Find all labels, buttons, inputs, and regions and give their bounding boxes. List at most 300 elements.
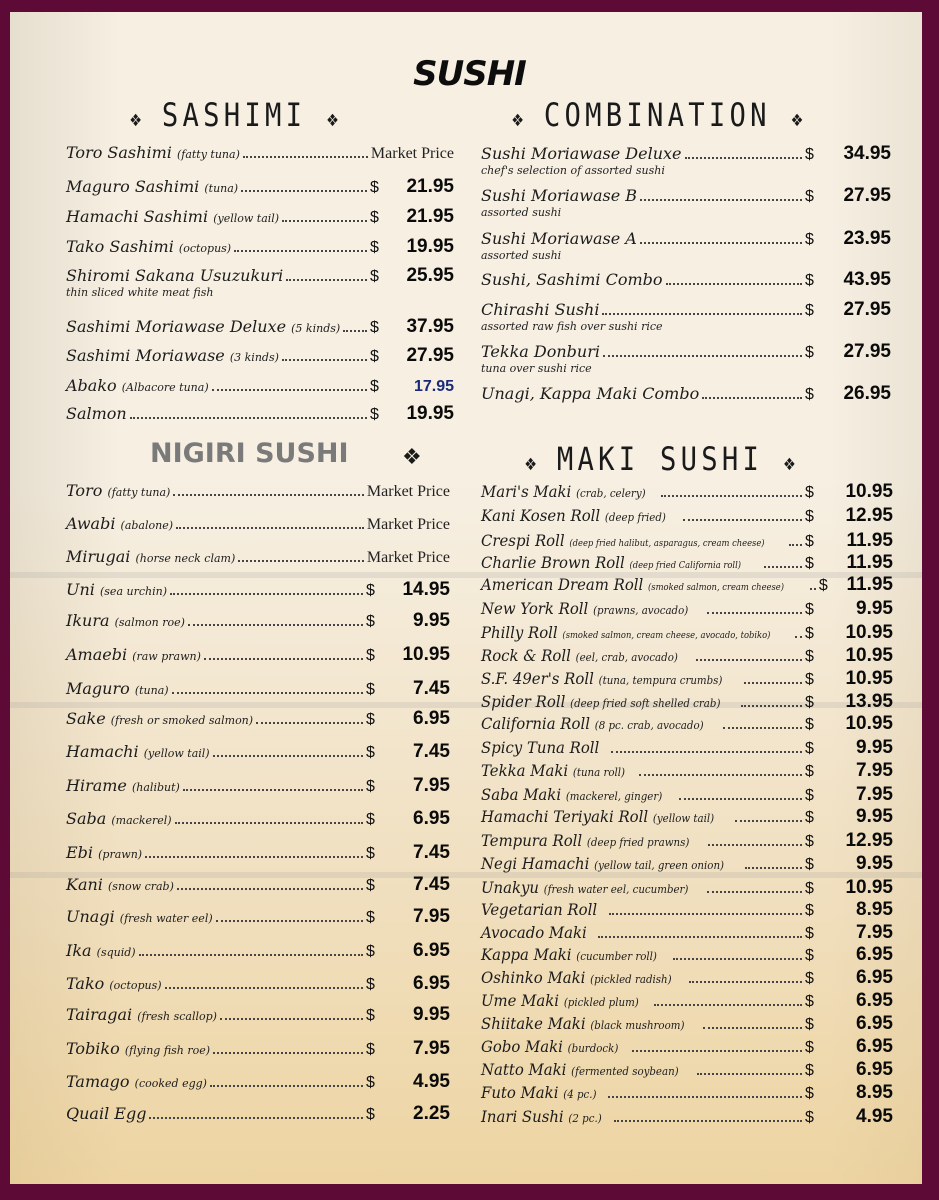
item-name-text: Toro Sashimi xyxy=(66,143,172,162)
item-name-text: Tekka Donburi xyxy=(481,342,600,361)
item-price: 7.95 xyxy=(413,775,450,796)
dot-leader xyxy=(149,1117,363,1119)
item-name-text: Chirashi Sushi xyxy=(481,300,600,319)
item-description: chef's selection of assorted sushi xyxy=(481,164,665,177)
item-name-text: Hirame xyxy=(66,776,127,795)
item-note: (salmon roe) xyxy=(114,616,185,629)
item-name xyxy=(66,679,169,698)
dot-leader xyxy=(216,920,363,922)
item-price: 8.95 xyxy=(856,899,893,920)
item-name-text: Sushi Moriawase Deluxe xyxy=(481,144,682,163)
item-name-text: Spider Roll xyxy=(481,692,566,711)
menu-item xyxy=(481,269,891,291)
dot-leader xyxy=(188,624,363,626)
dot-leader xyxy=(603,355,802,357)
item-price: Market Price xyxy=(366,483,450,500)
menu-item xyxy=(66,206,454,228)
menu-item xyxy=(66,842,450,864)
item-note: (smoked salmon, cream cheese, avocado, tobiko) xyxy=(562,631,771,641)
dot-leader xyxy=(234,250,367,252)
menu-item xyxy=(481,1036,893,1058)
item-note: (deep fried soft shelled crab) xyxy=(570,697,721,710)
item-name-text: American Dream Roll xyxy=(481,575,644,594)
currency-sign: $ xyxy=(805,856,814,873)
item-note: (3 kinds) xyxy=(229,351,279,364)
dot-leader xyxy=(286,279,367,281)
dot-leader xyxy=(611,751,802,753)
item-note: (mackerel, ginger) xyxy=(565,790,663,803)
item-name-text: Mirugai xyxy=(66,547,131,566)
item-name xyxy=(481,854,724,873)
item-name-text: Shiromi Sakana Usuzukuri xyxy=(66,266,284,285)
diamond-icon: ❖ xyxy=(783,451,796,476)
item-name-text: S.F. 49er's Roll xyxy=(481,669,594,688)
menu-item xyxy=(481,574,893,596)
menu-item xyxy=(66,176,454,198)
item-note: (pickled plum) xyxy=(563,996,639,1009)
currency-sign: $ xyxy=(805,716,814,733)
dot-leader xyxy=(130,417,367,419)
menu-item xyxy=(481,784,893,806)
dot-leader xyxy=(176,527,364,529)
menu-item xyxy=(66,403,454,425)
item-price: 10.95 xyxy=(845,713,893,734)
item-note: (deep fried) xyxy=(604,511,666,524)
item-note: (yellow tail) xyxy=(213,212,280,225)
item-note: (fresh water eel) xyxy=(119,912,213,925)
menu-item xyxy=(481,967,893,989)
currency-sign: $ xyxy=(805,601,814,618)
item-name-text: Quail Egg xyxy=(66,1104,147,1123)
dot-leader xyxy=(213,755,363,757)
item-note: (octopus) xyxy=(178,242,232,255)
item-name-text: Tairagai xyxy=(66,1005,133,1024)
menu-item xyxy=(66,579,450,601)
currency-sign: $ xyxy=(805,671,814,688)
currency-sign: $ xyxy=(805,947,814,964)
item-name-text: Mari's Maki xyxy=(481,482,572,501)
item-note: (deep fried California roll) xyxy=(629,561,742,571)
currency-sign: $ xyxy=(370,348,379,365)
item-note: (squid) xyxy=(96,946,136,959)
item-name xyxy=(481,553,741,572)
currency-sign: $ xyxy=(805,484,814,501)
item-price: 12.95 xyxy=(845,505,893,526)
item-name xyxy=(481,878,688,897)
item-price: 7.95 xyxy=(413,1038,450,1059)
item-price: Market Price xyxy=(366,516,450,533)
item-description: assorted sushi xyxy=(481,249,562,262)
section-title: COMBINATION xyxy=(543,96,771,134)
item-note: (halibut) xyxy=(132,781,180,794)
menu-item xyxy=(66,1103,450,1125)
item-name-text: Hamachi Teriyaki Roll xyxy=(481,807,649,826)
item-price: 7.45 xyxy=(413,874,450,895)
item-note: (tuna) xyxy=(134,684,169,697)
dot-leader xyxy=(282,359,367,361)
item-name xyxy=(66,177,238,196)
item-name-text: Uni xyxy=(66,580,95,599)
item-price: 9.95 xyxy=(856,853,893,874)
currency-sign: $ xyxy=(370,378,379,395)
item-name-text: Kani xyxy=(66,875,103,894)
item-name xyxy=(66,776,180,795)
currency-sign: $ xyxy=(370,179,379,196)
item-price: 7.45 xyxy=(413,678,450,699)
dot-leader xyxy=(741,705,802,707)
currency-sign: $ xyxy=(805,880,814,897)
diamond-icon: ❖ xyxy=(130,107,142,132)
item-name xyxy=(66,875,174,894)
item-note: (flying fish roe) xyxy=(124,1044,211,1057)
item-price: 7.45 xyxy=(413,842,450,863)
item-note: (raw prawn) xyxy=(132,650,201,663)
item-name-text: Abako xyxy=(66,376,117,395)
item-name xyxy=(66,580,167,599)
menu-item xyxy=(66,547,450,567)
diamond-icon: ❖ xyxy=(791,107,803,132)
item-name xyxy=(66,266,283,285)
section-header-maki xyxy=(525,440,795,478)
item-name xyxy=(66,1072,207,1091)
currency-sign: $ xyxy=(805,763,814,780)
item-note: (5 kinds) xyxy=(291,322,341,335)
dot-leader xyxy=(213,1052,363,1054)
dot-leader xyxy=(654,1004,802,1006)
item-note: (tuna) xyxy=(204,182,239,195)
menu-item xyxy=(481,299,891,321)
item-note: (eel, crab, avocado) xyxy=(575,651,678,664)
currency-sign: $ xyxy=(805,648,814,665)
item-name xyxy=(66,1005,217,1024)
currency-sign: $ xyxy=(805,302,814,319)
item-description: assorted sushi xyxy=(481,206,562,219)
currency-sign: $ xyxy=(366,711,375,728)
dot-leader xyxy=(707,612,802,614)
item-name-text: Futo Maki xyxy=(481,1083,559,1102)
dot-leader xyxy=(609,913,802,915)
menu-item xyxy=(481,341,891,363)
dot-leader xyxy=(810,588,816,590)
currency-sign: $ xyxy=(805,809,814,826)
currency-sign: $ xyxy=(805,1039,814,1056)
item-name-text: California Roll xyxy=(481,714,590,733)
menu-item xyxy=(481,1082,893,1104)
dot-leader xyxy=(723,727,802,729)
item-note: (4 pc.) xyxy=(563,1088,597,1101)
currency-sign: $ xyxy=(366,1106,375,1123)
item-price: 21.95 xyxy=(406,176,454,197)
currency-sign: $ xyxy=(805,970,814,987)
dot-leader xyxy=(165,987,363,989)
currency-sign: $ xyxy=(370,406,379,423)
menu-item xyxy=(481,877,893,899)
item-name xyxy=(481,342,600,361)
item-price: 6.95 xyxy=(413,940,450,961)
item-name xyxy=(481,186,637,205)
dot-leader xyxy=(145,856,363,858)
currency-sign: $ xyxy=(366,1007,375,1024)
item-name xyxy=(481,807,714,826)
menu-item xyxy=(66,265,454,287)
item-name xyxy=(481,900,597,919)
item-price: 10.95 xyxy=(845,645,893,666)
item-price: 6.95 xyxy=(413,973,450,994)
item-note: (burdock) xyxy=(567,1042,619,1055)
item-price: 27.95 xyxy=(843,341,891,362)
menu-item xyxy=(481,830,893,852)
item-note: (mackerel) xyxy=(111,814,172,827)
dot-leader xyxy=(697,1073,802,1075)
currency-sign: $ xyxy=(370,319,379,336)
item-name-text: Ebi xyxy=(66,843,94,862)
item-note: (abalone) xyxy=(120,519,174,532)
item-price: 9.95 xyxy=(856,806,893,827)
item-note: (fresh water eel, cucumber) xyxy=(543,883,689,896)
item-name xyxy=(481,738,599,757)
item-name xyxy=(66,237,231,256)
item-name xyxy=(481,831,689,850)
item-name xyxy=(481,1083,596,1102)
item-name-text: Awabi xyxy=(66,514,116,533)
item-price: 6.95 xyxy=(856,1013,893,1034)
item-name-text: Vegetarian Roll xyxy=(481,900,598,919)
dot-leader xyxy=(183,789,363,791)
item-name xyxy=(481,144,682,163)
item-name-text: Tako xyxy=(66,974,105,993)
dot-leader xyxy=(789,544,802,546)
item-price: Market Price xyxy=(370,145,454,162)
item-name-text: Ika xyxy=(66,941,92,960)
item-name xyxy=(481,270,663,289)
item-price: 9.95 xyxy=(856,737,893,758)
item-name-text: Kappa Maki xyxy=(481,945,572,964)
item-note: (yellow tail, green onion) xyxy=(594,859,725,872)
page-title: SUSHI xyxy=(413,54,526,94)
item-name xyxy=(481,669,722,688)
section-title: MAKI SUSHI xyxy=(556,440,764,478)
item-note: (2 pc.) xyxy=(568,1112,602,1125)
item-name xyxy=(66,317,340,336)
dot-leader xyxy=(661,495,802,497)
currency-sign: $ xyxy=(366,909,375,926)
item-name-text: Tempura Roll xyxy=(481,831,583,850)
menu-item xyxy=(66,678,450,700)
dot-leader xyxy=(241,190,367,192)
dot-leader xyxy=(243,156,368,158)
dot-leader xyxy=(707,891,802,893)
item-name-text: Ume Maki xyxy=(481,991,560,1010)
item-name-text: Sashimi Moriawase xyxy=(66,346,225,365)
item-name xyxy=(66,404,127,423)
item-name xyxy=(481,1014,684,1033)
item-price: 6.95 xyxy=(856,967,893,988)
item-name-text: New York Roll xyxy=(481,599,589,618)
section-title: SASHIMI xyxy=(161,96,307,134)
currency-sign: $ xyxy=(366,877,375,894)
currency-sign: $ xyxy=(366,976,375,993)
item-name xyxy=(481,714,704,733)
item-price: 17.95 xyxy=(413,378,454,395)
menu-item xyxy=(66,940,450,962)
dot-leader xyxy=(702,397,802,399)
dot-leader xyxy=(204,658,363,660)
item-description: tuna over sushi rice xyxy=(481,362,592,375)
dot-leader xyxy=(708,844,802,846)
menu-item xyxy=(481,713,893,735)
item-price: 9.95 xyxy=(413,610,450,631)
item-price: 10.95 xyxy=(845,877,893,898)
item-name xyxy=(481,968,672,987)
currency-sign: $ xyxy=(370,209,379,226)
item-price: 6.95 xyxy=(856,990,893,1011)
item-price: 6.95 xyxy=(413,808,450,829)
item-name xyxy=(481,761,625,780)
item-price: 7.95 xyxy=(856,922,893,943)
menu-item xyxy=(481,645,893,667)
item-price: 9.95 xyxy=(856,598,893,619)
dot-leader xyxy=(614,1120,802,1122)
currency-sign: $ xyxy=(805,833,814,850)
item-price: 27.95 xyxy=(843,299,891,320)
menu-item xyxy=(66,345,454,367)
item-note: (snow crab) xyxy=(108,880,174,893)
currency-sign: $ xyxy=(805,1062,814,1079)
item-name xyxy=(481,692,720,711)
diamond-icon: ❖ xyxy=(326,107,339,132)
item-price: 11.95 xyxy=(846,530,893,551)
menu-item xyxy=(481,853,893,875)
menu-item xyxy=(66,481,450,501)
item-note: (fatty tuna) xyxy=(176,148,240,161)
dot-leader xyxy=(602,313,802,315)
menu-item xyxy=(66,143,454,163)
item-price: 23.95 xyxy=(843,228,891,249)
item-note: (Albacore tuna) xyxy=(121,381,209,394)
dot-leader xyxy=(210,1085,363,1087)
item-name xyxy=(66,843,142,862)
item-note: (cucumber roll) xyxy=(576,950,657,963)
menu-item xyxy=(66,1071,450,1093)
item-name-text: Hamachi xyxy=(66,742,139,761)
item-price: 6.95 xyxy=(856,1059,893,1080)
item-name-text: Sushi Moriawase A xyxy=(481,229,637,248)
menu-item xyxy=(481,598,893,620)
item-name-text: Saba xyxy=(66,809,107,828)
menu-item xyxy=(481,922,893,944)
item-note: (prawn) xyxy=(98,848,143,861)
item-name xyxy=(66,974,162,993)
menu-item xyxy=(481,806,893,828)
section-header-sashimi xyxy=(130,96,338,134)
dot-leader xyxy=(685,157,802,159)
currency-sign: $ xyxy=(805,625,814,642)
currency-sign: $ xyxy=(366,811,375,828)
item-name xyxy=(66,941,136,960)
currency-sign: $ xyxy=(805,386,814,403)
item-note: (smoked salmon, cream cheese) xyxy=(648,583,785,593)
menu-item xyxy=(66,741,450,763)
item-name xyxy=(66,376,209,395)
dot-leader xyxy=(640,242,802,244)
menu-item xyxy=(481,760,893,782)
menu-item xyxy=(481,185,891,207)
currency-sign: $ xyxy=(805,344,814,361)
item-name-text: Crespi Roll xyxy=(481,531,565,550)
menu-item xyxy=(66,376,454,396)
item-name-text: Charlie Brown Roll xyxy=(481,553,625,572)
currency-sign: $ xyxy=(805,694,814,711)
item-price: 7.95 xyxy=(856,784,893,805)
section-title-nigiri: NIGIRI SUSHI xyxy=(150,438,349,469)
diamond-icon: ❖ xyxy=(402,445,422,470)
currency-sign: $ xyxy=(805,272,814,289)
item-name-text: Shiitake Maki xyxy=(481,1014,586,1033)
item-note: (fresh or smoked salmon) xyxy=(110,714,254,727)
currency-sign: $ xyxy=(366,778,375,795)
item-name xyxy=(481,785,662,804)
item-name xyxy=(481,623,770,642)
currency-sign: $ xyxy=(805,1085,814,1102)
dot-leader xyxy=(696,659,802,661)
dot-leader xyxy=(170,593,363,595)
item-price: Market Price xyxy=(366,549,450,566)
menu-item xyxy=(481,622,893,644)
item-name-text: Sake xyxy=(66,709,106,728)
item-name-text: Avocado Maki xyxy=(481,923,587,942)
item-note: (prawns, avocado) xyxy=(593,604,689,617)
item-name-text: Spicy Tuna Roll xyxy=(481,738,600,757)
item-name-text: Sushi Moriawase B xyxy=(481,186,638,205)
item-note: (yellow tail) xyxy=(652,812,715,825)
item-description: assorted raw fish over sushi rice xyxy=(481,320,663,333)
item-note: (yellow tail) xyxy=(143,747,210,760)
item-note: (fresh scallop) xyxy=(137,1010,217,1023)
menu-item xyxy=(66,808,450,830)
item-note: (sea urchin) xyxy=(100,585,167,598)
dot-leader xyxy=(795,636,802,638)
item-name-text: Toro xyxy=(66,481,103,500)
item-name-text: Hamachi Sashimi xyxy=(66,207,209,226)
currency-sign: $ xyxy=(366,613,375,630)
menu-item xyxy=(66,236,454,258)
dot-leader xyxy=(735,820,802,822)
menu-item xyxy=(66,775,450,797)
item-name xyxy=(481,646,678,665)
dot-leader xyxy=(640,199,802,201)
currency-sign: $ xyxy=(366,582,375,599)
item-note: (deep fried halibut, asparagus, cream cheese) xyxy=(569,539,765,549)
menu-item xyxy=(66,874,450,896)
menu-item xyxy=(66,610,450,632)
item-name-text: Salmon xyxy=(66,404,127,423)
item-note: (fermented soybean) xyxy=(571,1065,679,1078)
menu-item xyxy=(66,973,450,995)
item-price: 6.95 xyxy=(413,708,450,729)
dot-leader xyxy=(703,1027,802,1029)
currency-sign: $ xyxy=(805,508,814,525)
dot-leader xyxy=(175,822,363,824)
menu-item xyxy=(66,316,454,338)
item-note: (tuna roll) xyxy=(572,766,626,779)
menu-item xyxy=(481,990,893,1012)
dot-leader xyxy=(256,722,363,724)
item-name-text: Amaebi xyxy=(66,645,128,664)
menu-item xyxy=(481,737,893,759)
item-name xyxy=(66,207,279,226)
item-name xyxy=(66,547,235,566)
dot-leader xyxy=(139,954,363,956)
